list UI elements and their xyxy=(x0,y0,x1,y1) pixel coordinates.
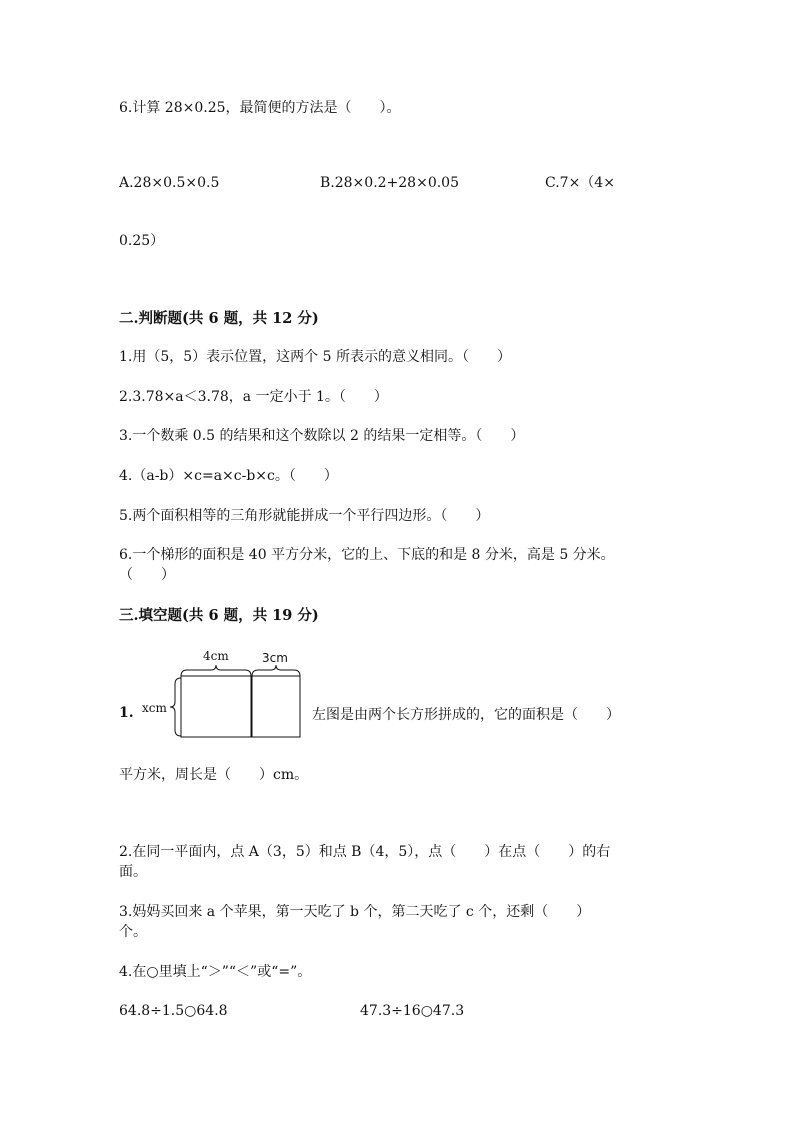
judgement-item-1: 1.用（5，5）表示位置，这两个 5 所表示的意义相同。（ ） xyxy=(119,349,511,365)
fill-question-3-line-1: 3.妈妈买回来 a 个苹果，第一天吃了 b 个，第二天吃了 c 个，还剩（ ） xyxy=(119,904,591,920)
judgement-item-3: 3.一个数乘 0.5 的结果和这个数除以 2 的结果一定相等。（ ） xyxy=(119,428,525,444)
brace-height-left xyxy=(170,678,181,736)
rectangle-right xyxy=(252,676,300,737)
question-6-text: 6.计算 28×0.25，最简便的方法是（ ）。 xyxy=(119,100,401,116)
brace-right-top xyxy=(252,665,300,676)
question-1-continuation: 平方米，周长是（ ）cm。 xyxy=(119,767,309,783)
judgement-item-5: 5.两个面积相等的三角形就能拼成一个平行四边形。（ ） xyxy=(119,508,490,524)
two-rectangles-diagram xyxy=(119,646,309,746)
compare-item-2: 47.3÷16○47.3 xyxy=(360,1003,465,1019)
question-1-figure-block xyxy=(119,646,679,746)
judgement-item-2: 2.3.78×a＜3.78，a 一定小于 1。（ ） xyxy=(119,389,388,405)
judgement-item-6: 6.一个梯形的面积是 40 平方分米，它的上、下底的和是 8 分米，高是 5 分米。 xyxy=(119,547,615,563)
option-b: B.28×0.2+28×0.05 xyxy=(320,175,459,191)
brace-left-top xyxy=(181,665,251,676)
fill-question-3-line-2: 个。 xyxy=(119,924,147,940)
question-1-text: 左图是由两个长方形拼成的，它的面积是（ ） xyxy=(312,707,620,723)
label-height: xcm xyxy=(142,701,167,715)
option-c-continuation: 0.25） xyxy=(119,233,165,249)
option-a: A.28×0.5×0.5 xyxy=(119,175,220,191)
judgement-item-6-continuation: （ ） xyxy=(119,567,175,583)
question-1-number: 1. xyxy=(119,705,134,721)
judgement-item-4: 4.（a-b）×c=a×c-b×c。（ ） xyxy=(119,468,338,484)
fill-question-2-line-1: 2.在同一平面内，点 A（3，5）和点 B（4，5），点（ ）在点（ ）的右 xyxy=(119,844,611,860)
fill-question-4: 4.在○里填上“＞”“＜”或“=”。 xyxy=(119,964,312,980)
rectangle-left xyxy=(181,676,251,737)
label-width-right: 3cm xyxy=(262,651,288,665)
fill-question-2-line-2: 面。 xyxy=(119,864,147,880)
section-heading-judgement: 二.判断题(共 6 题，共 12 分) xyxy=(119,310,319,327)
compare-item-1: 64.8÷1.5○64.8 xyxy=(119,1003,228,1019)
option-c: C.7×（4× xyxy=(545,175,615,191)
label-width-left: 4cm xyxy=(203,649,229,663)
section-heading-fill-blank: 三.填空题(共 6 题，共 19 分) xyxy=(119,607,319,624)
